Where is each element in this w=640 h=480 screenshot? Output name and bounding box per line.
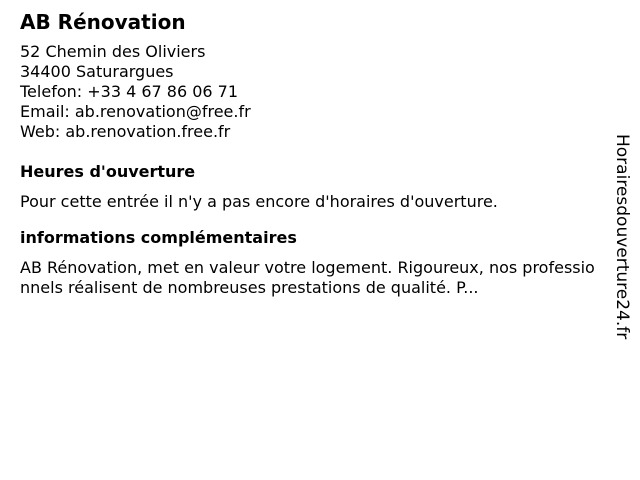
address-street: 52 Chemin des Oliviers: [20, 42, 206, 61]
hours-text: Pour cette entrée il n'y a pas encore d'horaires d'ouverture.: [20, 192, 498, 211]
web-line: Web: ab.renovation.free.fr: [20, 122, 231, 141]
info-text: AB Rénovation, met en valeur votre logement. Rigoureux, nos professionnels réalisent de nombreuses prestations de qualité. P...: [20, 258, 595, 297]
phone-line: Telefon: +33 4 67 86 06 71: [20, 82, 239, 101]
hours-heading: Heures d'ouverture: [20, 162, 196, 181]
info-heading: informations complémentaires: [20, 228, 297, 247]
site-watermark: Horairesdouverture24.fr: [612, 134, 632, 340]
business-card: [20, 10, 595, 298]
business-name: AB Rénovation: [20, 10, 186, 34]
email-line: Email: ab.renovation@free.fr: [20, 102, 251, 121]
address-block: [20, 42, 595, 142]
address-city: 34400 Saturargues: [20, 62, 174, 81]
